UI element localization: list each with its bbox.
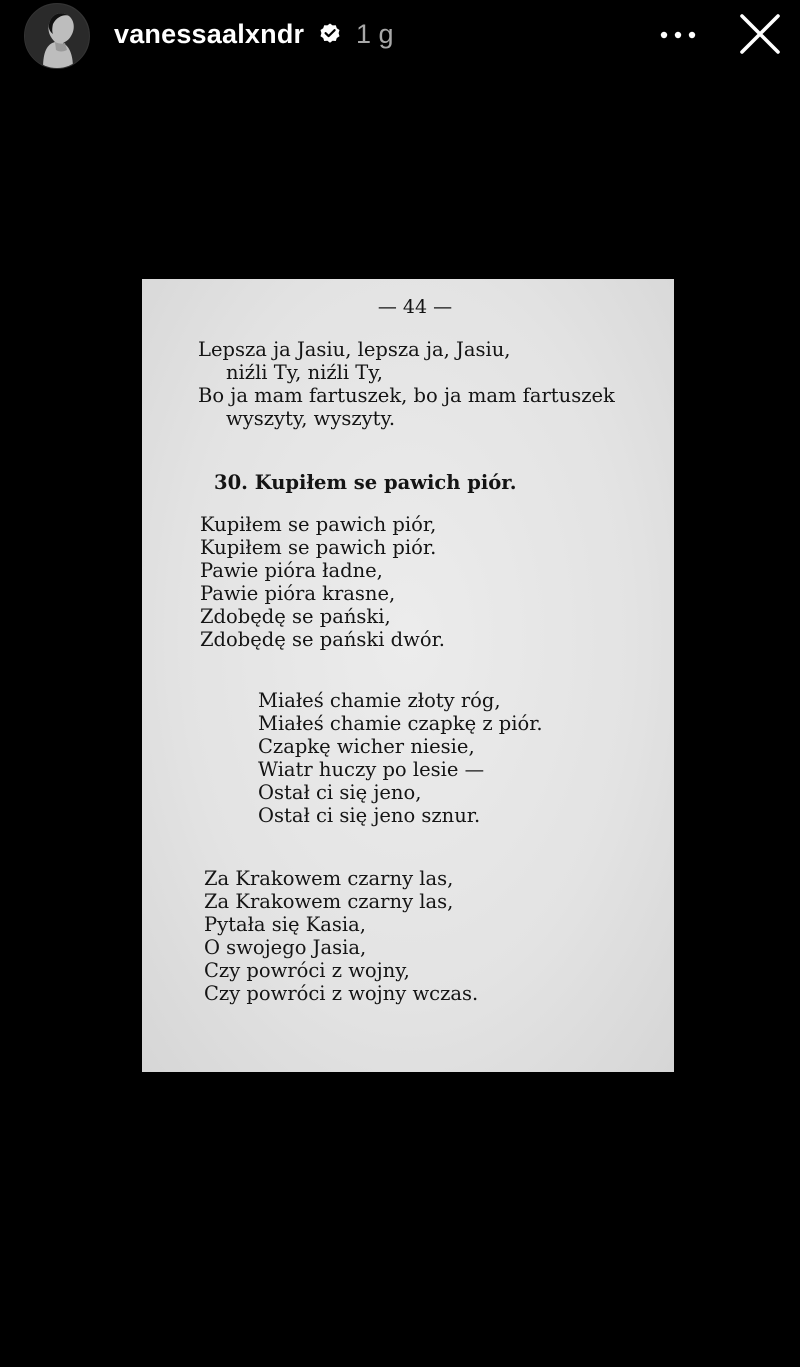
book-page-photo xyxy=(142,279,674,1072)
verse-line: Czy powróci z wojny, xyxy=(204,959,410,982)
verse-line: Zdobędę se pański, xyxy=(200,605,391,628)
more-options-button[interactable] xyxy=(656,18,700,52)
story-header xyxy=(0,0,800,70)
stanza-4 xyxy=(204,867,478,1005)
verse-line: Zdobędę se pański dwór. xyxy=(200,628,445,651)
more-horizontal-icon xyxy=(656,18,700,52)
story-timestamp: 1 g xyxy=(356,19,394,49)
close-button[interactable] xyxy=(734,8,786,60)
verse-line: Ostał ci się jeno, xyxy=(258,781,422,804)
verse-line: Za Krakowem czarny las, xyxy=(204,890,454,913)
verified-badge-icon xyxy=(318,22,342,46)
verse-line: O swojego Jasia, xyxy=(204,936,367,959)
verse-line: Ostał ci się jeno sznur. xyxy=(258,804,481,827)
verse-line: Wiatr huczy po lesie — xyxy=(258,758,485,781)
verse-line: Czy powróci z wojny wczas. xyxy=(204,982,479,1005)
stanza-2 xyxy=(200,513,445,651)
verse-line: Miałeś chamie czapkę z piór. xyxy=(258,712,543,735)
verse-line: Pytała się Kasia, xyxy=(204,913,366,936)
close-icon xyxy=(734,8,786,60)
verse-line: Pawie pióra krasne, xyxy=(200,582,396,605)
verse-line: Kupiłem se pawich piór, xyxy=(200,513,437,536)
verse-line: Bo ja mam fartuszek, bo ja mam fartuszek xyxy=(198,384,615,407)
page-number: — 44 — xyxy=(377,296,453,318)
stanza-3 xyxy=(258,689,543,827)
verse-line: Czapkę wicher niesie, xyxy=(258,735,475,758)
verse-line: Miałeś chamie złoty róg, xyxy=(258,689,501,712)
username-link[interactable]: vanessaalxndr xyxy=(114,19,305,49)
stanza-1 xyxy=(198,338,615,430)
song-title: 30. Kupiłem se pawich piór. xyxy=(214,471,517,494)
verse-line: Za Krakowem czarny las, xyxy=(204,867,454,890)
verse-line: Kupiłem se pawich piór. xyxy=(200,536,437,559)
verse-line: Pawie pióra ładne, xyxy=(200,559,383,582)
verse-line: wyszyty, wyszyty. xyxy=(226,407,396,430)
avatar[interactable] xyxy=(24,3,90,69)
avatar-portrait-icon xyxy=(25,4,89,68)
verse-line: Lepsza ja Jasiu, lepsza ja, Jasiu, xyxy=(198,338,511,361)
verse-line: niźli Ty, niźli Ty, xyxy=(226,361,383,384)
